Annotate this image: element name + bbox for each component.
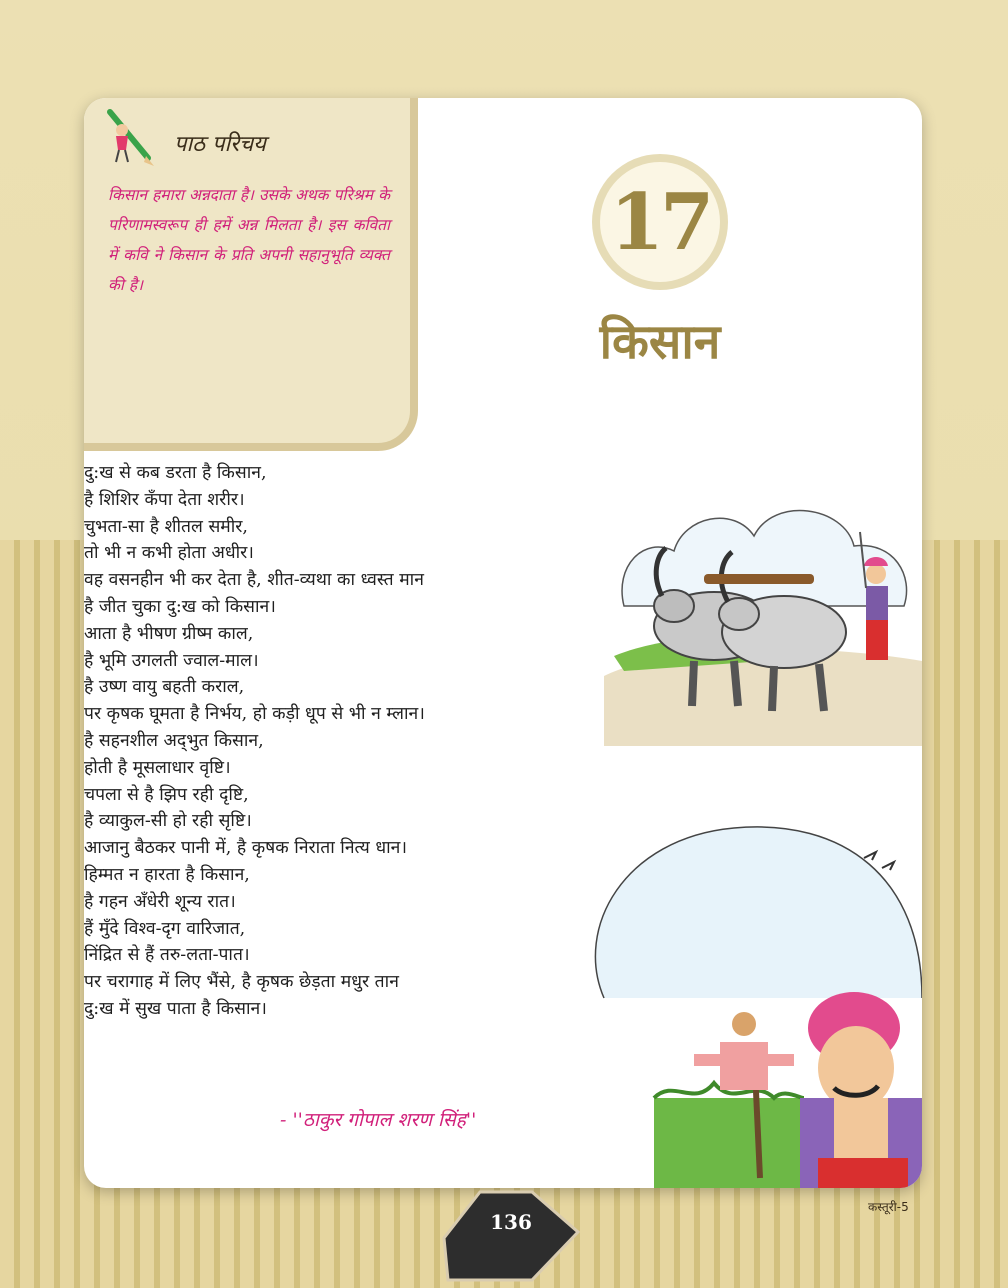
poem-line: दु:ख में सुख पाता है किसान। xyxy=(84,998,267,1019)
poem-line: चुभता-सा है शीतल समीर, xyxy=(84,516,248,537)
poem-line: आजानु बैठकर पानी में, है कृषक निराता नित्य धान। xyxy=(84,838,407,859)
poem-line: पर कृषक घूमता है निर्भय, हो कड़ी धूप से भी न म्लान। xyxy=(84,704,425,725)
page-number: 136 xyxy=(490,1210,532,1234)
poem-line: है सहनशील अद्‌भुत किसान, xyxy=(84,730,264,751)
lesson-number-badge xyxy=(592,154,728,290)
pencil-girl-icon xyxy=(102,106,156,168)
lesson-title: किसान xyxy=(599,314,721,370)
poem-line: है गहन अँधेरी शून्य रात। xyxy=(84,891,236,912)
poem-line: होती है मूसलाधार वृष्टि। xyxy=(84,757,231,778)
poet-name: - ''ठाकुर गोपाल शरण सिंह'' xyxy=(280,1109,477,1131)
poem-body xyxy=(84,460,644,1023)
farmer-scarecrow-illustration xyxy=(564,798,922,1188)
poem-line: हैं मुँदे विश्व-दृग वारिजात, xyxy=(84,918,246,939)
book-name: कस्तूरी-5 xyxy=(868,1200,909,1214)
intro-panel xyxy=(84,98,418,451)
intro-text: किसान हमारा अन्नदाता है। उसके अथक परिश्रम के परिणामस्वरूप ही हमें अन्न मिलता है। इस कविता में कवि ने किसान के प्रति अपनी सहानुभूति व्यक्त की है। xyxy=(108,186,390,294)
poem-line: तो भी न कभी होता अधीर। xyxy=(84,543,254,564)
intro-heading: पाठ परिचय xyxy=(174,132,266,157)
lesson-number: 17 xyxy=(609,176,711,268)
page-card xyxy=(84,98,922,1188)
poem-line: है जीत चुका दु:ख को किसान। xyxy=(84,596,276,617)
lesson-number-circle xyxy=(600,162,720,282)
poem-line: आता है भीषण ग्रीष्म काल, xyxy=(84,623,254,644)
poem-line: है भूमि उगलती ज्वाल-माल। xyxy=(84,650,259,671)
page-number-pentagon xyxy=(440,1188,582,1284)
poem-line: पर चरागाह में लिए भैंसे, है कृषक छेड़ता मधुर तान xyxy=(84,972,399,993)
poem-line: हिम्मत न हारता है किसान, xyxy=(84,864,250,885)
poem-line: है व्याकुल-सी हो रही सृष्टि। xyxy=(84,811,252,832)
poem-line: है उष्ण वायु बहती कराल, xyxy=(84,677,245,698)
poem-line: चपला से है झिप रही दृष्टि, xyxy=(84,784,249,805)
poem-line: दु:ख से कब डरता है किसान, xyxy=(84,463,267,483)
poem-line: निंद्रित से हैं तरु-लता-पात। xyxy=(84,945,250,966)
bulls-ploughing-illustration xyxy=(604,456,922,746)
poem-line: वह वसनहीन भी कर देता है, शीत-व्यथा का ध्वस्त मान xyxy=(84,570,424,591)
poem-line: है शिशिर कँपा देता शरीर। xyxy=(84,489,245,510)
